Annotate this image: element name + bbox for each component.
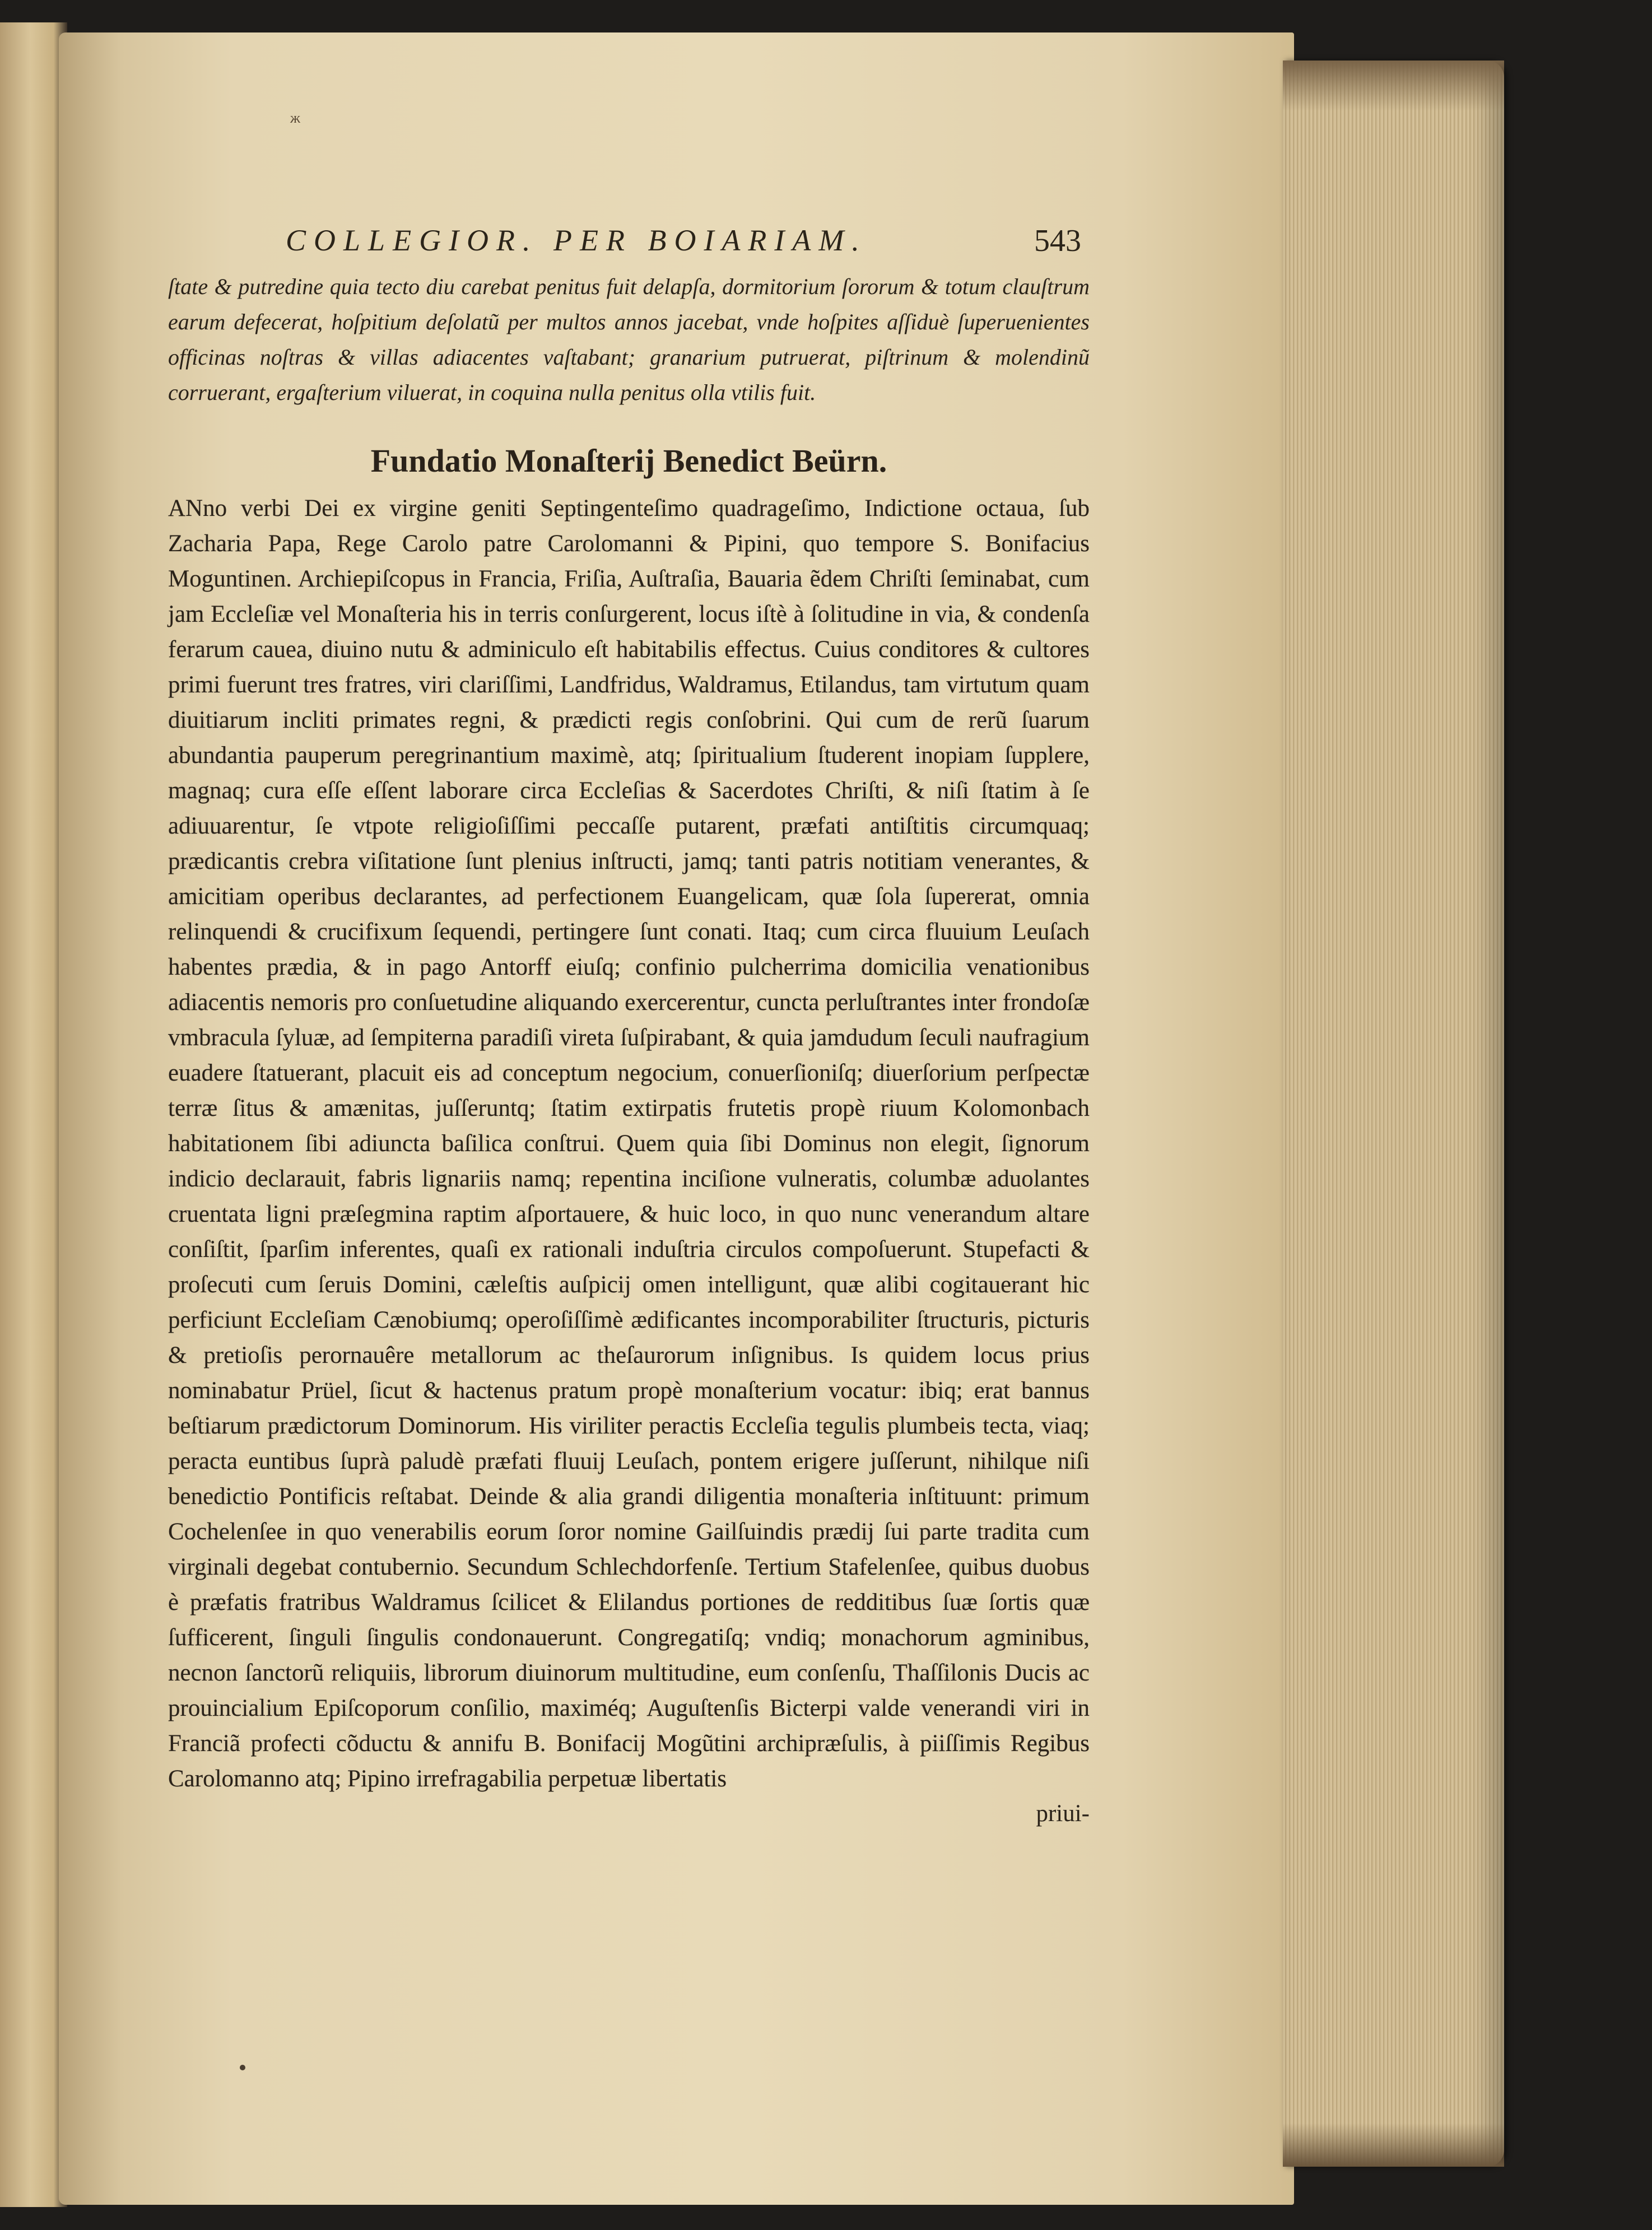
page-number: 543	[1034, 224, 1081, 258]
page-header	[286, 223, 1081, 262]
ink-dot	[240, 2065, 245, 2070]
fore-edge-shadow-bottom	[1283, 2123, 1504, 2167]
catchword: priui-	[1036, 1800, 1090, 1827]
fore-edge-shadow-top	[1283, 60, 1504, 111]
section-title: Fundatio Monaſterij Benedict Beürn.	[370, 443, 887, 479]
left-page-edge	[0, 22, 67, 2207]
page-mark: ж	[290, 110, 300, 126]
text-block	[168, 269, 1090, 1827]
running-title: COLLEGIOR. PER BOIARIAM.	[286, 224, 867, 257]
previous-paragraph: ſtate & putredine quia tecto diu carebat penitus fuit delapſa, dormitorium ſororum & totum clauſtrum earum defecerat, hoſpitium deſolatũ per multos annos jacebat, vnde hoſpites aſſiduè ſuperuenientes officinas noſtras & villas adiacentes vaſtabant; granarium putruerat, piſtrinum & molendinũ corruerant, ergaſterium viluerat, in coquina nulla penitus olla vtilis fuit.	[168, 274, 1090, 405]
page-fore-edge	[1283, 60, 1504, 2167]
body-paragraph: ANno verbi Dei ex virgine geniti Septingenteſimo quadrageſimo, Indictione octaua, ſub Zacharia Papa, Rege Carolo patre Carolomanni & Pipini, quo tempore S. Bonifacius Moguntinen. Archiepiſcopus in Francia, Friſia, Auſtraſia, Bauaria ẽdem Chriſti ſeminabat, cum jam Eccleſiæ vel Monaſteria his in terris conſurgerent, locus iſtè à ſolitudine in via, & condenſa ferarum cauea, diuino nutu & adminiculo eſt habitabilis effectus. Cuius conditores & cultores primi fuerunt tres fratres, viri clariſſimi, Landfridus, Waldramus, Etilandus, tam virtutum quam diuitiarum incliti primates regni, & prædicti regis conſobrini. Qui cum de rerũ ſuarum abundantia pauperum peregrinantium maximè, atq; ſpiritualium ſtuderent inopiam ſupplere, magnaq; cura eſſe eſſent laborare circa Eccleſias & Sacerdotes Chriſti, & niſi ſtatim à ſe adiuuarentur, ſe vtpote religioſiſſimi peccaſſe putarent, præfati antiſtitis circumquaq; prædicantis crebra viſitatione ſunt plenius inſtructi, jamq; tanti patris notitiam venerantes, & amicitiam operibus declarantes, ad perfectionem Euangelicam, quæ ſola ſupererat, omnia relinquendi & crucifixum ſequendi, pertingere ſunt conati. Itaq; cum circa fluuium Leuſach habentes prædia, & in pago Antorff eiuſq; confinio pulcherrima domicilia venationibus adiacentis nemoris pro conſuetudine aliquando exercerentur, cuncta perluſtrantes inter frondoſæ vmbracula ſyluæ, ad ſempiterna paradiſi vireta ſuſpirabant, & quia jamdudum ſeculi naufragium euadere ſtatuerant, placuit eis ad conceptum negocium, conuerſioniſq; diuerſorium perſpectæ terræ ſitus & amænitas, juſſeruntq; ſtatim extirpatis frutetis propè riuum Kolomonbach habitationem ſibi adiuncta baſilica conſtrui. Quem quia ſibi Dominus non elegit, ſignorum indicio declarauit, fabris lignariis namq; repentina inciſione vulneratis, columbæ aduolantes cruentata ligni præſegmina raptim aſportauere, & huic loco, in quo nunc venerandum altare conſiſtit, ſparſim inferentes, quaſi ex rationali induſtria circulos compoſuerunt. Stupefacti & proſecuti cum ſeruis Domini, cæleſtis auſpicij omen intelligunt, quæ alibi cogitauerant hic perficiunt Eccleſiam Cænobiumq; operoſiſſimè ædificantes incomporabiliter ſtructuris, picturis & pretioſis perornauêre metallorum ac theſaurorum inſignibus. Is quidem locus prius nominabatur Prüel, ſicut & hactenus pratum propè monaſterium vocatur: ibiq; erat bannus beſtiarum prædictorum Dominorum. His viriliter peractis Eccleſia tegulis plumbeis tecta, viaq; peracta euntibus ſuprà paludè præfati fluuij Leuſach, pontem erigere juſſerunt, nihilque niſi benedictio Pontificis reſtabat. Deinde & alia grandi diligentia monaſteria inſtituunt: primum Cochelenſee in quo venerabilis eorum ſoror nomine Gailſuindis prædij ſui parte tradita cum virginali degebat contubernio. Secundum Schlechdorfenſe. Tertium Stafelenſee, quibus duobus è præfatis fratribus Waldramus ſcilicet & Elilandus portiones de redditibus ſuæ ſortis quæ ſufficerent, ſinguli ſingulis condonauerunt. Congregatiſq; vndiq; monachorum agminibus, necnon ſanctorũ reliquiis, librorum diuinorum multitudine, eum conſenſu, Thaſſilonis Ducis ac prouincialium Epiſcoporum conſilio, maximéq; Auguſtenſis Bicterpi valde venerandi viri in Franciã profecti cõductu & annifu B. Bonifacij Mogũtini archipræſulis, à piiſſimis Regibus Carolomanno atq; Pipino irrefragabilia perpetuæ libertatis	[168, 495, 1090, 1792]
